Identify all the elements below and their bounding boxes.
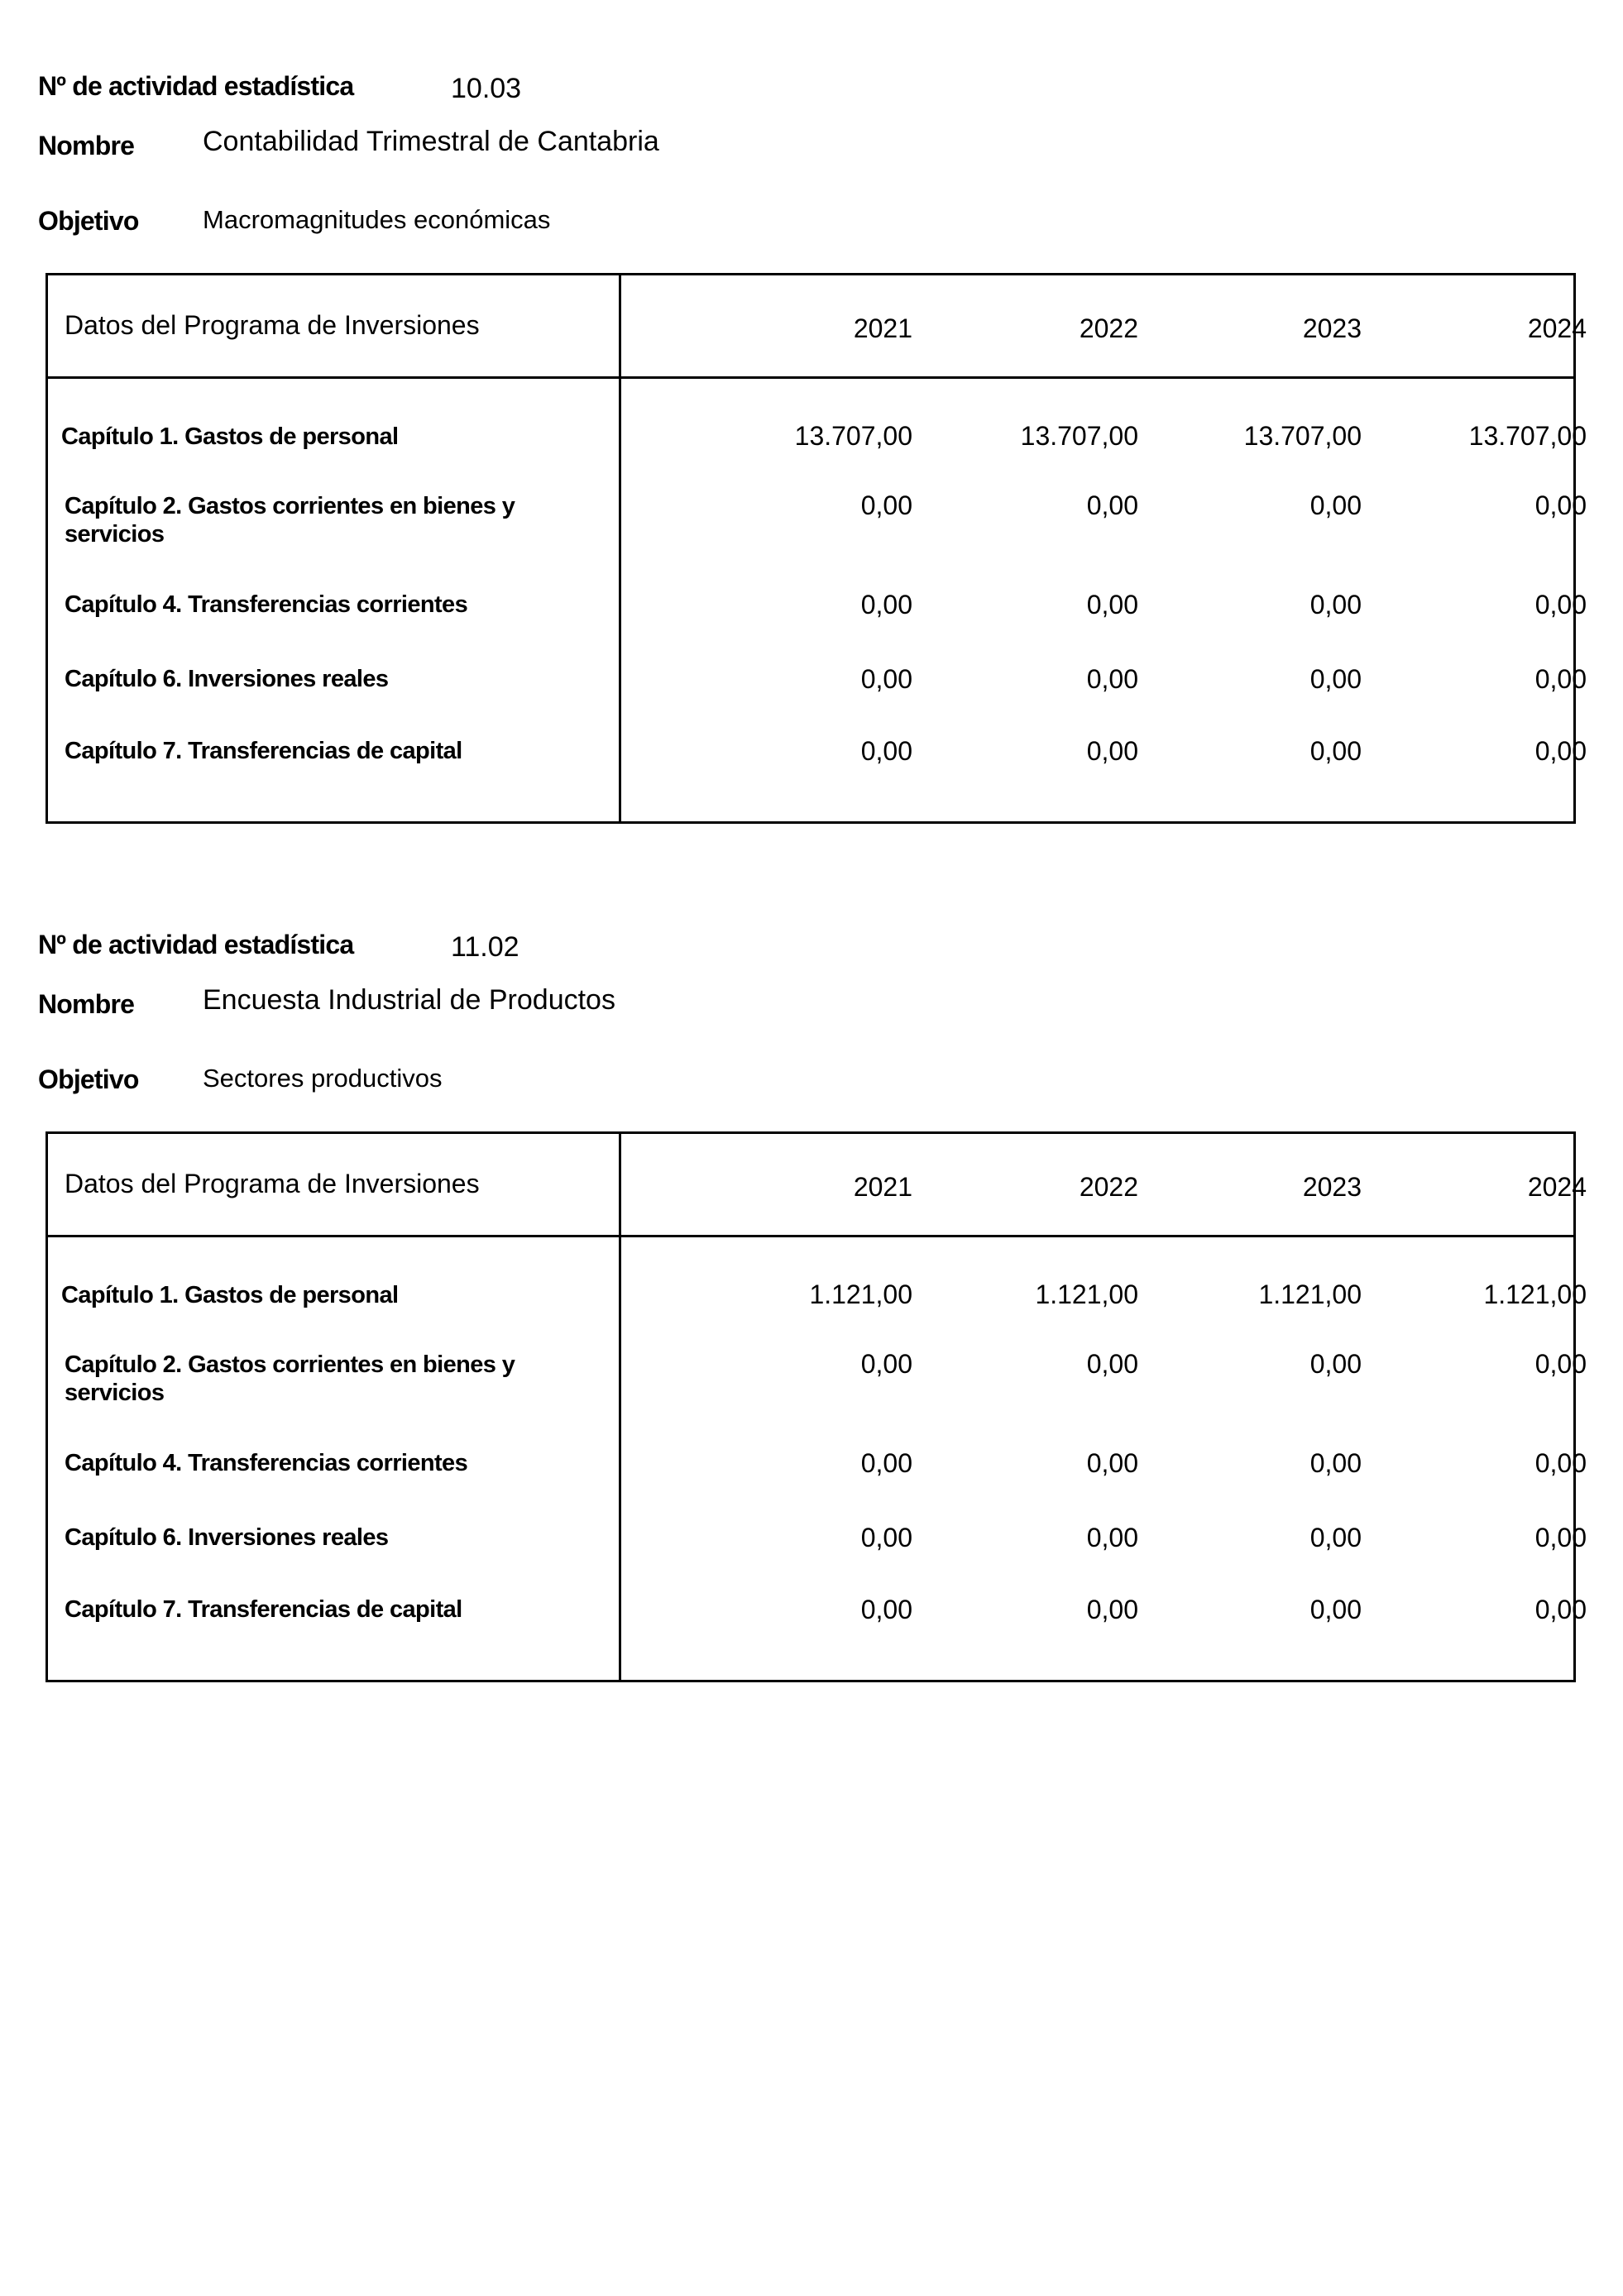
row-value: 1.121,00 — [809, 1280, 912, 1309]
header-divider — [48, 376, 1573, 379]
row-value: 0,00 — [1086, 1448, 1138, 1478]
row-label: Capítulo 7. Transferencias de capital — [65, 738, 462, 764]
row-value: 0,00 — [1309, 1595, 1362, 1624]
row-value: 0,00 — [1309, 590, 1362, 619]
row-label: Capítulo 1. Gastos de personal — [61, 423, 399, 450]
objective-value: Macromagnitudes económicas — [203, 205, 551, 234]
row-value: 0,00 — [1309, 736, 1362, 766]
objective-label: Objetivo — [38, 206, 139, 236]
row-value: 0,00 — [1534, 590, 1587, 619]
row-label: Capítulo 4. Transferencias corrientes — [65, 591, 468, 618]
row-value: 1.121,00 — [1035, 1280, 1138, 1309]
row-value: 0,00 — [860, 490, 912, 520]
year-header: 2021 — [853, 1172, 912, 1202]
year-header: 2021 — [853, 313, 912, 343]
objective-value: Sectores productivos — [203, 1064, 443, 1093]
row-value: 0,00 — [860, 1349, 912, 1379]
row-value: 0,00 — [860, 736, 912, 766]
objective-label: Objetivo — [38, 1064, 139, 1094]
header-divider — [48, 1235, 1573, 1237]
name-label: Nombre — [38, 989, 135, 1019]
row-value: 13.707,00 — [1020, 421, 1138, 451]
row-value: 0,00 — [860, 664, 912, 694]
row-value: 1.121,00 — [1483, 1280, 1587, 1309]
row-value: 0,00 — [1086, 1595, 1138, 1624]
row-value: 0,00 — [1534, 736, 1587, 766]
row-value: 0,00 — [860, 1523, 912, 1552]
investment-table — [45, 1131, 1587, 1682]
table-header-label: Datos del Programa de Inversiones — [65, 1169, 480, 1198]
year-header: 2024 — [1527, 313, 1587, 343]
year-header: 2023 — [1302, 313, 1362, 343]
row-value: 0,00 — [1086, 1523, 1138, 1552]
row-label: Capítulo 2. Gastos corrientes en bienes y servicios — [65, 1351, 515, 1406]
row-value: 0,00 — [1309, 490, 1362, 520]
row-value: 0,00 — [1309, 1448, 1362, 1478]
row-value: 0,00 — [1086, 490, 1138, 520]
row-value: 0,00 — [860, 1448, 912, 1478]
row-value: 0,00 — [1534, 1349, 1587, 1379]
activity-number-value: 10.03 — [451, 73, 522, 104]
row-value: 0,00 — [1534, 664, 1587, 694]
year-header: 2022 — [1079, 313, 1138, 343]
row-value: 13.707,00 — [794, 421, 912, 451]
row-value: 13.707,00 — [1243, 421, 1362, 451]
row-label: Capítulo 2. Gastos corrientes en bienes y servicios — [65, 493, 515, 548]
row-value: 1.121,00 — [1258, 1280, 1362, 1309]
investment-table — [45, 273, 1587, 824]
column-divider — [619, 1134, 621, 1680]
row-value: 0,00 — [1309, 1349, 1362, 1379]
row-value: 0,00 — [1309, 664, 1362, 694]
row-value: 0,00 — [1086, 1349, 1138, 1379]
activity-number-value: 11.02 — [451, 931, 519, 963]
year-header: 2024 — [1527, 1172, 1587, 1202]
row-value: 0,00 — [1086, 736, 1138, 766]
row-label: Capítulo 7. Transferencias de capital — [65, 1596, 462, 1623]
row-value: 0,00 — [1534, 1523, 1587, 1552]
row-label: Capítulo 4. Transferencias corrientes — [65, 1450, 468, 1476]
name-value: Encuesta Industrial de Productos — [203, 984, 615, 1016]
row-value: 0,00 — [1534, 1595, 1587, 1624]
activity-number-label: Nº de actividad estadística — [38, 930, 354, 959]
year-header: 2023 — [1302, 1172, 1362, 1202]
name-value: Contabilidad Trimestral de Cantabria — [203, 126, 659, 157]
year-header: 2022 — [1079, 1172, 1138, 1202]
row-value: 0,00 — [1086, 664, 1138, 694]
activity-section-2 — [0, 859, 1623, 1686]
row-value: 13.707,00 — [1468, 421, 1587, 451]
activity-section-1 — [0, 0, 1623, 827]
row-value: 0,00 — [860, 1595, 912, 1624]
row-label: Capítulo 6. Inversiones reales — [65, 666, 389, 692]
row-value: 0,00 — [1086, 590, 1138, 619]
row-label: Capítulo 6. Inversiones reales — [65, 1524, 389, 1551]
row-value: 0,00 — [1309, 1523, 1362, 1552]
table-header-label: Datos del Programa de Inversiones — [65, 310, 480, 340]
activity-number-label: Nº de actividad estadística — [38, 71, 354, 101]
row-value: 0,00 — [1534, 1448, 1587, 1478]
column-divider — [619, 275, 621, 821]
name-label: Nombre — [38, 131, 135, 160]
row-label: Capítulo 1. Gastos de personal — [61, 1282, 399, 1308]
row-value: 0,00 — [860, 590, 912, 619]
row-value: 0,00 — [1534, 490, 1587, 520]
